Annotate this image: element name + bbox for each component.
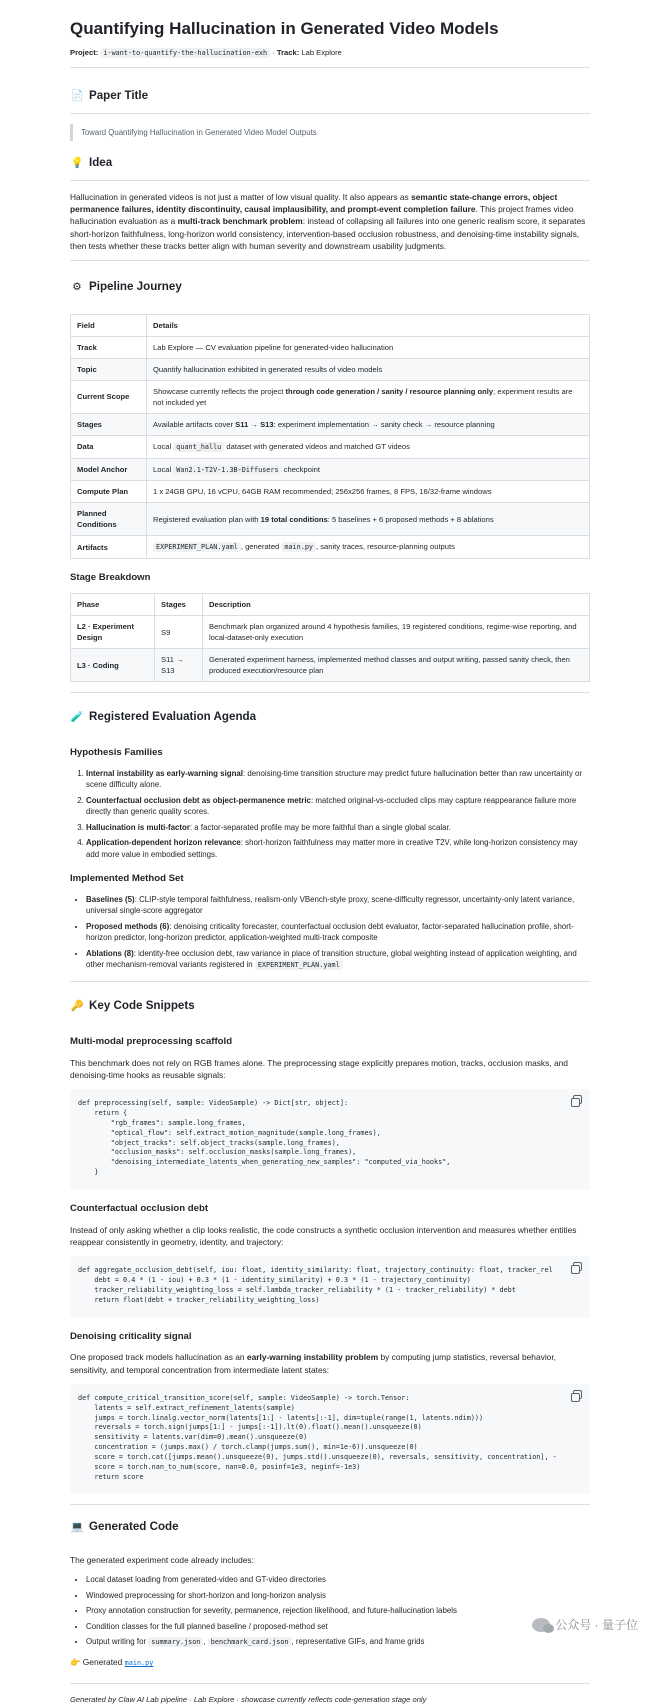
track-label: Track: [276,48,300,58]
details-text: , generated [240,542,282,552]
code-line: def preprocessing(self, sample: VideoSample) -> Dict[str, object]: [78,1099,349,1108]
pipeline-section [70,279,590,693]
item-bold: Proposed methods (6) [86,921,170,931]
details-bold: S11 → S13 [235,419,274,429]
track-value: Lab Explore [301,48,342,58]
method-list [70,894,590,971]
page-icon: 📄 [70,89,84,102]
code-line: reversals = torch.sign(jumps[1:] - jumps[:-1]).lt(0).float().mean().unsqueeze(0) [78,1423,422,1432]
main-file-code: main.py [281,542,316,552]
snippet-2-heading: Counterfactual occlusion debt [70,1202,209,1214]
item-text: : denoising-time transition structure may predict future hallucination better than raw uncertainty or scene difficulty alone. [86,768,583,790]
table-row [71,413,590,435]
paper-title-section [70,88,590,141]
stages-cell: S11 → S13 [155,649,203,682]
phase-cell: L2 · Experiment Design [71,616,155,649]
code-line: concentration = (jumps.max() / torch.clamp(jumps.sum(), min=1e-6)).unsqueeze(0) [78,1443,418,1452]
list-item [86,837,590,860]
model-code: Wan2.1-T2V-1.3B-Diffusers [173,465,281,475]
table-row [71,458,590,481]
details-cell [147,503,590,536]
details-text: Showcase currently reflects the project [153,386,286,396]
code-line: debt = 0.4 * (1 - iou) + 0.3 * (1 - identity_similarity) + 0.3 * (1 - trajectory_continuity) [78,1276,471,1284]
code-block-preprocessing[interactable] [70,1089,590,1190]
generated-label: Generated [82,1657,123,1668]
col-details: Details [147,314,590,336]
table-row [71,481,590,503]
snippet-1-heading: Multi-modal preprocessing scaffold [70,1035,233,1047]
details-cell [147,536,590,559]
snippet-3-text [70,1351,590,1375]
code-line: "occlusion_masks": self.occlusion_masks(sample.long_frames), [78,1148,357,1157]
plan-file-code: EXPERIMENT_PLAN.yaml [255,960,343,970]
details-text: dataset with generated videos and matched GT videos [224,441,410,451]
stage-breakdown-heading: Stage Breakdown [70,572,151,584]
code-block-criticality[interactable] [70,1384,590,1495]
code-line: "object_tracks": self.object_tracks(sample.long_frames), [78,1138,340,1147]
field-cell: Artifacts [71,536,147,559]
paper-title-quote: Toward Quantifying Hallucination in Generated Video Model Outputs [70,124,590,141]
col-field: Field [71,314,147,336]
details-text: Registered evaluation plan with [153,514,261,524]
details-cell: Lab Explore — CV evaluation pipeline for generated-video hallucination [147,336,590,358]
snippets-heading [70,998,590,1023]
table-row [71,649,590,682]
test-tube-icon: 🧪 [70,710,84,723]
code-line: jumps = torch.linalg.vector_norm(latents[1:] - latents[:-1], dim=tuple(range(1, latents.ndim))) [78,1413,484,1422]
agenda-section [70,709,590,982]
item-text: : CLIP-style temporal faithfulness, realism-only VBench-style proxy, scene-difficulty regressor, uncertainty-only latent variance, universal single-score aggregator [86,894,575,916]
item-bold: Ablations (8) [86,948,134,958]
phase-cell: L3 · Coding [71,649,155,682]
list-item [86,894,590,917]
idea-text-3: : instead of collapsing all failures into one generic realism score, it separates short-horizon faithfulness, long-horizon world consistency, intervention-based occlusion robustness, and denoising-time instability signals, then tests whether these tracks better align with human severity and downstream usability judgments. [70,216,586,251]
plan-file-code: EXPERIMENT_PLAN.yaml [153,542,241,552]
details-cell [147,458,590,481]
divider [70,981,590,982]
field-cell: Data [71,435,147,458]
watermark [532,1617,638,1634]
project-label: Project: [70,48,99,58]
list-item [86,1636,590,1648]
idea-heading-text: Idea [89,156,113,170]
summary-file-code: summary.json [148,1637,203,1647]
idea-paragraph [70,191,590,261]
list-item [86,948,590,971]
details-text: Local [153,464,174,474]
hypothesis-heading: Hypothesis Families [70,746,163,758]
list-item [86,822,590,833]
field-cell: Current Scope [71,380,147,413]
snippet-3-text-c: by computing jump statistics, reversal behavior, sensitivity, and temporal concentration from intermediate latent states: [70,1352,556,1375]
details-text: ; experiment results are not included yet [153,386,573,407]
col-phase: Phase [71,594,155,616]
meta-separator: · [272,48,275,58]
item-bold: Application-dependent horizon relevance [86,838,241,848]
table-row [71,336,590,358]
snippets-section [70,998,590,1505]
details-text: , sanity traces, resource-planning outputs [316,542,455,552]
code-line: } [78,1168,99,1177]
divider [70,1504,590,1505]
code-line: "rgb_frames": sample.long_frames, [78,1118,246,1127]
code-line: tracker_reliability_weighting_loss = self.lambda_tracker_reliability * (1 - tracker_reliability) * debt [78,1285,516,1294]
code-line: sensitivity = latents.var(dim=0).mean().unsqueeze(0) [78,1433,308,1442]
field-cell: Track [71,336,147,358]
key-icon: 🔑 [70,999,84,1012]
item-bold: Internal instability as early-warning signal [86,768,243,778]
divider [70,692,590,693]
code-line: "denoising_intermediate_latents_when_generating_new_samples": "computed_via_hooks", [78,1158,451,1167]
code-line: def aggregate_occlusion_debt(self, iou: float, identity_similarity: float, trajectory_continuity: float, tracker_rel [78,1266,553,1275]
benchmark-file-code: benchmark_card.json [208,1637,292,1647]
pipeline-heading-text: Pipeline Journey [89,279,182,293]
code-line: def compute_critical_transition_score(self, sample: VideoSample) -> torch.Tensor: [78,1393,410,1402]
stages-cell: S9 [155,616,203,649]
copy-icon[interactable] [573,1262,582,1271]
copy-icon[interactable] [573,1095,582,1104]
col-stages: Stages [155,594,203,616]
project-meta [70,47,590,68]
generated-section [70,1519,590,1668]
stage-breakdown-table [70,593,590,682]
code-line: return float(debt + tracker_reliability_weighting_loss) [78,1295,320,1304]
snippets-heading-text: Key Code Snippets [89,999,195,1013]
col-description: Description [203,594,590,616]
item-text: : short-horizon faithfulness may matter more in creative T2V, while long-horizon consistency may add more value in embodied settings. [86,838,578,859]
idea-text-1: Hallucination in generated videos is not just a matter of low visual quality. It also appears as [70,191,412,202]
copy-icon[interactable] [573,1390,582,1399]
list-item [86,795,590,818]
item-bold: Baselines (5) [86,894,135,904]
item-text: Output writing for [86,1637,149,1647]
list-item [86,921,590,944]
code-line: latents = self.extract_refinement_latents(sample) [78,1403,295,1412]
item-text: : denoising criticality forecaster, counterfactual occlusion debt evaluator, factor-separated hallucination profile, short-horizon predictor, long-horizon predictor, application-weighted multi-track composite [86,921,574,943]
snippet-3-bold: early-warning instability problem [246,1352,379,1363]
generated-heading [70,1519,590,1544]
code-line: score = torch.nan_to_num(score, nan=0.0, posinf=1e3, neginf=-1e3) [78,1462,361,1471]
table-row [71,536,590,559]
list-item: • Windowed preprocessing for short-horizon and long-horizon analysis [86,1590,590,1601]
idea-bold-1: semantic state-change errors, object permanence failures, identity discontinuity, causal implausibility, and prompt-event completion failure [70,191,558,215]
field-cell: Stages [71,413,147,435]
list-item [86,768,590,791]
generated-heading-text: Generated Code [89,1520,179,1534]
item-text: : identity-free occlusion debt, raw variance in place of transition structure, global weighting instead of application weighting, and other mechanism-removal variants registered in [86,948,577,970]
list-item: • Proxy annotation construction for severity, permanence, rejection likelihood, and future-hallucination labels [86,1605,590,1616]
snippet-2-text: Instead of only asking whether a clip looks realistic, the code constructs a synthetic occlusion intervention and measures whether entities reappear consistently in geometry, identity, and trajectory: [70,1224,577,1247]
idea-heading [70,155,590,181]
idea-bold-2: multi-track benchmark problem [177,216,303,227]
method-heading: Implemented Method Set [70,873,184,885]
agenda-heading-text: Registered Evaluation Agenda [89,710,257,724]
details-text: Available artifacts cover [153,419,236,429]
dataset-code: quant_hallu [173,442,224,452]
paper-heading-text: Paper Title [89,89,149,103]
footer: Generated by Claw AI Lab pipeline · Lab Explore · showcase currently reflects code-generation stage only [70,1683,590,1705]
generated-file-line [70,1656,590,1669]
details-text: Local [153,441,174,451]
details-text: : experiment implementation → sanity check → resource planning [273,419,495,429]
hypothesis-list [70,768,590,860]
agenda-heading [70,709,590,734]
pipeline-heading [70,279,590,304]
table-row [71,380,590,413]
watermark-text: 公众号 · 量子位 [555,1617,638,1632]
field-cell: Planned Conditions [71,503,147,536]
snippet-3-heading: Denoising criticality signal [70,1330,192,1342]
code-line: "optical_flow": self.extract_motion_magnitude(sample.long_frames), [78,1128,381,1137]
item-bold: Hallucination is multi-factor [86,822,190,832]
details-cell: 1 x 24GB GPU, 16 vCPU, 64GB RAM recommended; 256x256 frames, 8 FPS, 16/32-frame windows [147,481,590,503]
details-text: : 5 baselines + 6 proposed methods + 8 ablations [327,514,494,524]
field-cell: Compute Plan [71,481,147,503]
table-row [71,503,590,536]
snippet-3-text-a: One proposed track models hallucination as an [70,1352,247,1363]
wechat-icon [532,1618,550,1632]
details-cell: Quantify hallucination exhibited in generated results of video models [147,358,590,380]
field-cell: Model Anchor [71,458,147,481]
details-bold: 19 total conditions [260,514,328,524]
idea-section [70,155,590,261]
list-item: • Condition classes for the full planned baseline / proposed-method set [86,1621,590,1632]
item-bold: Counterfactual occlusion debt as object-permanence metric [86,795,311,805]
description-cell: Benchmark plan organized around 4 hypothesis families, 19 registered conditions, regime-wise reporting, and local-dataset-only execution [203,616,590,649]
main-py-link[interactable]: main.py [124,1659,154,1668]
item-text: , representative GIFs, and frame grids [291,1637,425,1647]
snippet-1-text: This benchmark does not rely on RGB frames alone. The preprocessing stage explicitly prepares motion, tracks, occlusion masks, and denoising-time hooks as reusable signals: [70,1057,568,1080]
code-line: return { [78,1108,128,1117]
details-bold: through code generation / sanity / resource planning only [285,386,494,396]
paper-title-heading [70,88,590,114]
item-text: : matched original-vs-occluded clips may capture reappearance failure more directly than generic quality scores. [86,795,577,817]
idea-text-2: . This project frames video hallucination evaluation as a [70,204,574,227]
gear-icon: ⚙ [72,280,82,293]
table-row [71,358,590,380]
generated-list [70,1574,590,1648]
item-text: , [203,1637,208,1647]
pipeline-table [70,314,590,560]
generated-intro: The generated experiment code already includes: [70,1555,254,1566]
code-line: score = torch.cat([jumps.mean().unsqueeze(0), jumps.std().unsqueeze(0), reversals, sensitivity, concentration], - [78,1452,557,1461]
field-cell: Topic [71,358,147,380]
details-cell [147,413,590,435]
table-row [71,616,590,649]
description-cell: Generated experiment harness, implemented method classes and output writing, passed sanity check, then produced execution/resource plan [203,649,590,682]
page-title: Quantifying Hallucination in Generated Video Models [70,19,499,38]
item-text: : a factor-separated profile may be more faithful than a single global scalar. [189,822,451,832]
project-id: i-want-to-quantify-the-hallucination-exh [100,48,270,58]
list-item: • Local dataset loading from generated-video and GT-video directories [86,1574,590,1585]
laptop-icon: 💻 [70,1521,84,1534]
lightbulb-icon: 💡 [70,156,84,169]
details-text: checkpoint [281,464,320,474]
table-row [71,435,590,458]
code-block-occlusion[interactable] [70,1256,590,1317]
details-cell [147,380,590,413]
details-cell [147,435,590,458]
pointing-hand-icon: 👉 [70,1657,81,1668]
code-line: return score [78,1472,144,1481]
